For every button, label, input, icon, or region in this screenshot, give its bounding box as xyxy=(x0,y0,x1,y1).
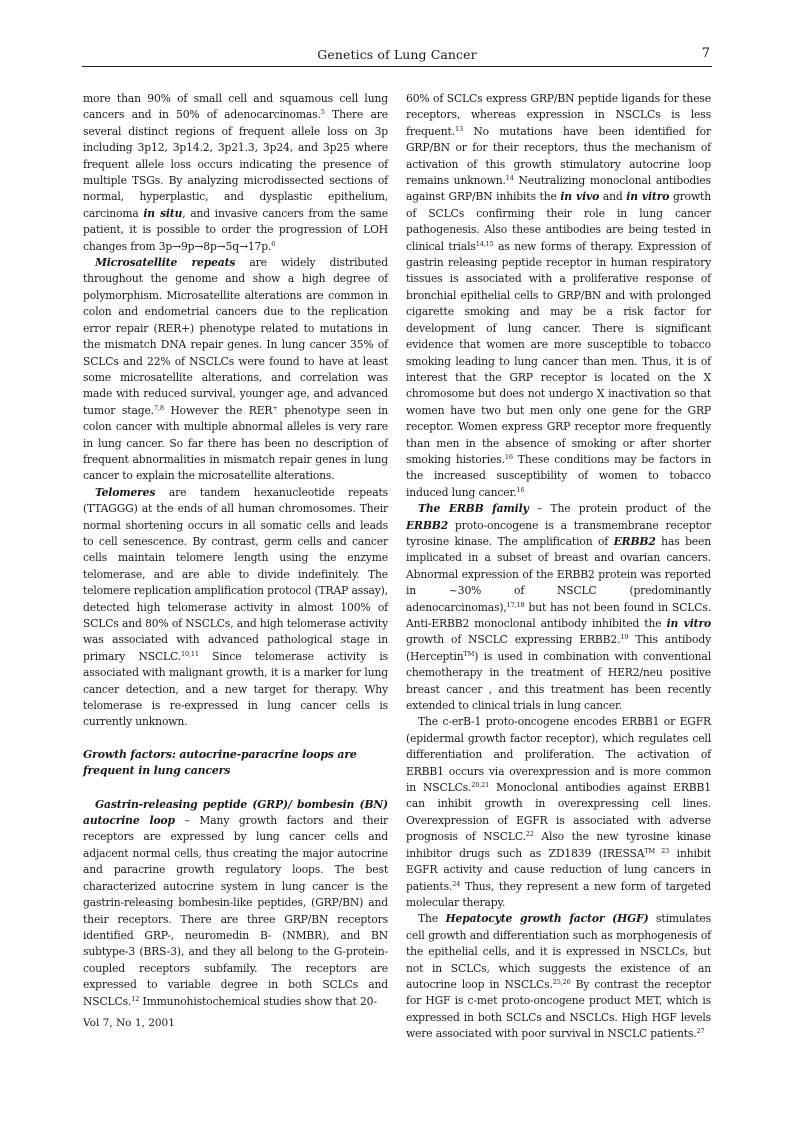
right-column xyxy=(406,91,711,1043)
citation: 16 xyxy=(504,452,513,461)
footer-volume: Vol 7, No 1, 2001 xyxy=(83,1017,175,1029)
paragraph: Telomeres are tandem hexanucleotide repeats (TTAGGG) at the ends of all human chromosomes. Their normal shortening occurs in all somatic cells and leads to cell senescence. By contrast, germ cells and cancer cells maintain telomere length using the enzyme telomerase, and are able to divide indefinitely. The telomere replication amplification protocol (TRAP assay), detected high telomerase activity in almost 100% of SCLCs and 80% of NSCLCs, and high telomerase activity was associated with advanced pathological stage in primary NSCLC.$^{10,11}$ Since telomerase activity is associated with malignant growth, it is a marker for lung cancer detection, and a new target for therapy. Why telomerase is re-expressed in lung cancer cells is currently unknown. xyxy=(83,485,388,729)
paragraph: Microsatellite repeats are widely distributed throughout the genome and show a high degree of polymorphism. Microsatellite alterations are common in colon and endometrial cancers due to the replication error repair (RER+) phenotype related to mutations in the mismatch DNA repair genes. In lung cancer 35% of SCLCs and 22% of NSCLCs were found to have at least some microsatellite alterations, and correlation was made with reduced survival, younger age, and advanced tumor stage.$^{7,8}$ However the RER+ phenotype seen in colon cancer with multiple abnormal alleles is very rare in lung cancer. So far there has been no description of frequent abnormalities in mismatch repair genes in lung cancer to explain the microsatellite alterations. xyxy=(83,256,389,483)
left-column xyxy=(83,91,388,1010)
paragraph: more than 90% of small cell and squamous cell lung cancers and in 50% of adenocarcinomas.$^5$ There are several distinct regions of frequent allele loss on 3p including 3p12, 3p14.2, 3p21.3, 3p24, and 3p25 where frequent allele loss occurs indicating the presence of multiple TSGs. By analyzing microdissected sections of normal, hyperplastic, and dysplastic epithelium, carcinoma in situ, and invasive cancers from the same patient, it is possible to order the progression of LOH changes from 3p→9p→8p→5q→17p.$^6$ xyxy=(83,92,388,253)
citation: 13 xyxy=(454,124,463,133)
emphasis: in vivo xyxy=(560,190,600,204)
emphasis: in vitro xyxy=(666,617,711,630)
term: Hepatocyte growth factor (HGF) xyxy=(445,912,649,926)
citation: 14,15 xyxy=(475,239,494,248)
citation: 19 xyxy=(620,633,629,642)
citation: 17,18 xyxy=(506,600,525,609)
paragraph: The ERBB family – The protein product of the ERBB2 proto-oncogene is a transmembrane receptor tyrosine kinase. The amplification of ERBB2 has been implicated in a subset of breast and ovarian cancers. Abnormal expression of the ERBB2 protein was reported in ~30% of NSCLC (predominantly adenocarcinomas),$^{17,18}$ but has not been found in SCLCs. Anti-ERBB2 monoclonal antibody inhibited the in vitro growth of NSCLC expressing ERBB2.19 This antibody (Herceptin™) is used in combination with conventional chemotherapy in the treatment of HER2/neu positive breast cancer , and this treatment has been recently extended to clinical trials in lung cancer. xyxy=(406,502,711,713)
term: Telomeres xyxy=(95,485,156,499)
citation: 6 xyxy=(271,239,276,248)
gene-name: ERBB2 xyxy=(613,534,656,548)
page-number: 7 xyxy=(701,46,710,61)
paragraph: The Hepatocyte growth factor (HGF) stimulates cell growth and differentiation such as morphogenesis of the epithelial cells, and it is expressed in NSCLCs, but not in SCLCs, which suggests the existence of an autocrine loop in NSCLCs.$^{25,26}$ By contrast the receptor for HGF is c-met proto-oncogene product MET, which is expressed in both SCLCs and NSCLCs. High HGF levels were associated with poor survival in NSCLC patients.$^{27}$ xyxy=(406,912,711,1041)
citation: 16 xyxy=(516,485,525,494)
section-heading: Growth factors: autocrine-paracrine loops are frequent in lung cancers xyxy=(83,747,357,778)
term: Microsatellite repeats xyxy=(95,256,236,270)
citation: 20,21 xyxy=(471,781,490,790)
emphasis: in vitro xyxy=(626,190,670,204)
citation: 22 xyxy=(525,830,534,839)
paragraph: The c-erB-1 proto-oncogene encodes ERBB1 or EGFR (epidermal growth factor receptor), which regulates cell differentiation and proliferation. The activation of ERBB1 occurs via overexpression and is more common in NSCLCs.$^{20,21}$ Monoclonal antibodies against ERBB1 can inhibit growth in overexpressing cell lines. Overexpression of EGFR is associated with adverse prognosis of NSCLC.$^{22}$ Also the new tyrosine kinase inhibitor drugs such as ZD1839 ($IRESSA^{TM 23}$ inhibit EGFR activity and cause reduction of lung cancers in patients.$^{24}$ Thus, they represent a new form of targeted molecular therapy. xyxy=(406,715,711,909)
citation: 12 xyxy=(131,994,140,1003)
citation: 25,26 xyxy=(552,977,571,986)
paragraph: Gastrin-releasing peptide (GRP)/ bombesin (BN) autocrine loop – Many growth factors and their receptors are expressed by lung cancer cells and adjacent normal cells, thus creating the major autocrine and paracrine growth regulatory loops. The best characterized autocrine system in lung cancer is the gastrin-releasing bombesin-like peptides, (GRP/BN) and their receptors. There are three GRP/BN receptors identified GRP-, neuromedin B- (NMBR), and BN subtype-3 (BRS-3), and they all belong to the G-protein-coupled receptors subfamily. The receptors are expressed to variable degree in both SCLCs and NSCLCs.$^{12}$ Immunohistochemical studies show that 20- xyxy=(83,797,388,1008)
citation: 5 xyxy=(320,108,325,117)
paragraph: 60% of SCLCs express GRP/BN peptide ligands for these receptors, whereas expression in NSCLCs is less frequent.$^{13}$ No mutations have been identified for GRP/BN or for their receptors, thus the mechanism of activation of this growth stimulatory autocrine loop remains unknown.$^{14}$ Neutralizing monoclonal antibodies against GRP/BN inhibits the in vivo and in vitro growth of SCLCs confirming their role in lung cancer pathogenesis. Also these antibodies are being tested in clinical trials$^{14,15}$ as new forms of therapy. Expression of gastrin releasing peptide receptor in human respiratory tissues is associated with a proliferative response of bronchial epithelial cells to GRP/BN and with prolonged cigarette smoking and may be a risk factor for development of lung cancer. There is significant evidence that women are more susceptible to tobacco smoking leading to lung cancer than men. Thus, it is of interest that the GRP receptor is located on the X chromosome but does not undergo X inactivation so that women have two but men only one gene for the GRP receptor. Women express GRP receptor more frequently than men in the absence of smoking or after shorter smoking histories.$^{16}$ These conditions may be factors in the increased susceptibility of women to tobacco induced lung cancer.$^{16}$ xyxy=(406,92,712,499)
citation: 14 xyxy=(505,174,514,183)
emphasis: in situ xyxy=(143,206,183,220)
citation: TM 23 xyxy=(644,846,670,855)
citation: 27 xyxy=(696,1027,705,1036)
running-header xyxy=(82,44,712,67)
citation: 10,11 xyxy=(181,649,199,658)
citation: 7,8 xyxy=(153,403,164,412)
citation: 24 xyxy=(452,879,461,888)
gene-name: ERBB2 xyxy=(406,518,449,532)
superscript: + xyxy=(272,403,278,412)
term: Gastrin-releasing peptide (GRP)/ bombesin (BN) autocrine loop xyxy=(83,797,388,828)
running-title: Genetics of Lung Cancer xyxy=(317,47,477,62)
term: The ERBB family xyxy=(418,502,529,516)
trademark: TM xyxy=(463,649,475,658)
